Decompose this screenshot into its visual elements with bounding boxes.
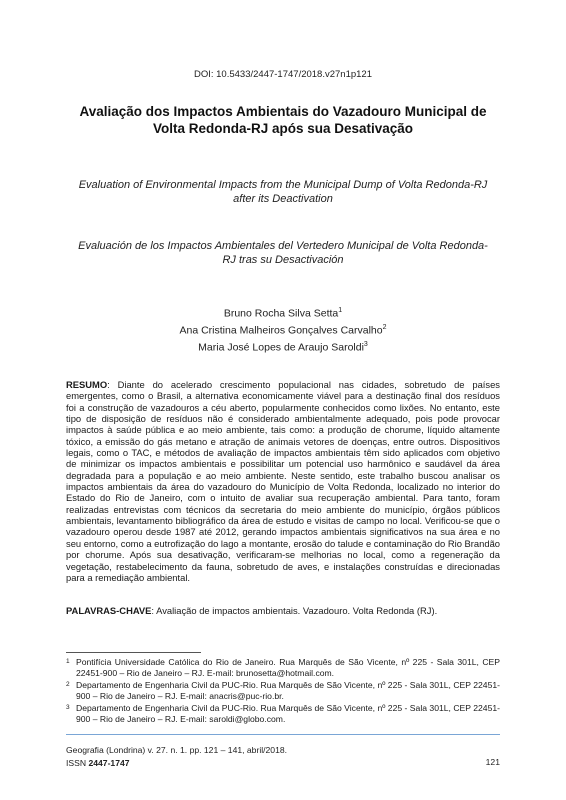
journal-info: [66, 744, 287, 770]
author-ref: 3: [363, 341, 368, 348]
abstract: [66, 379, 500, 583]
footnote-number: 2: [66, 681, 70, 688]
author: [0, 338, 566, 355]
footer-divider: [66, 734, 500, 735]
footnote-text: Departamento de Engenharia Civil da PUC-Rio. Rua Marquês de São Vicente, nº 225 - Sala 301L, CEP 22451-900 – Rio de Janeiro – RJ. E-mail: saroldi@globo.com.: [76, 703, 500, 724]
page-number: 121: [485, 757, 500, 767]
title-en-line-1: Evaluation of Environmental Impacts from the Municipal Dump of Volta Redonda-RJ: [78, 179, 488, 191]
footnote: [66, 703, 500, 725]
title-es-line-1: Evaluación de los Impactos Ambientales del Vertedero Municipal de Volta Redonda-: [78, 240, 488, 252]
article-title-en: [60, 178, 506, 206]
author-name: Bruno Rocha Silva Setta: [223, 307, 339, 320]
footnote-number: 3: [66, 704, 70, 711]
author-name: Ana Cristina Malheiros Gonçalves Carvalho: [179, 324, 383, 337]
issn-label: ISSN: [66, 758, 89, 768]
journal-citation: Geografia (Londrina) v. 27. n. 1. pp. 121 – 141, abril/2018.: [66, 745, 288, 755]
author: [0, 321, 566, 338]
footnote-number: 1: [66, 658, 70, 665]
author-list: [0, 304, 566, 355]
issn: [66, 757, 287, 770]
article-title-pt: [60, 103, 506, 137]
author: [0, 304, 566, 321]
abstract-text: : Diante do acelerado crescimento populacional nas cidades, sobretudo de países emergentes, como o Brasil, a alternativa economicamente viável para a destinação final dos resíduos foi a construção de vazadouros a céu aberto, popularmente conhecidos como lixões. No entanto, este tipo de disposição de resíduos não é considerado ambientalmente adequado, pois pode provocar impactos à saúde pública e ao meio ambiente, tais como: a produção de chorume, líquido altamente tóxico, a emissão do gás metano e atração de animais vetores de doenças, entre outros. Dispositivos legais, como o TAC, e métodos de avaliação de impactos ambientais têm sido aplicados com objetivo de minimizar os impactos ambientais e possibilitar um potencial uso harmônico e saudável da área degradada para a população e ao meio ambiente. Neste sentido, este trabalho buscou analisar os impactos ambientais da área do vazadouro do Município de Volta Redonda, localizado no interior do Estado do Rio de Janeiro, com o intuito de avaliar sua recuperação ambiental. Para tanto, foram realizadas entrevistas com técnicos da secretaria do meio ambiente do município, órgãos públicos ambientais, levantamento bibliográfico da área de estudo e visitas de campo no local. Verificou-se que o vazadouro operou desde 1987 até 2012, gerando impactos ambientais significativos na sua área e no seu entorno, como a eutrofização do lago a montante, erosão do talude e contaminação do Rio Brandão por chorume. Após sua desativação, verificaram-se melhorias no local, como a regeneração da vegetação, restabelecimento da fauna, sobretudo de aves, e instalações construídas e direcionadas para a remediação ambiental.: [66, 379, 500, 583]
article-title-es: [60, 239, 506, 267]
footnote-text: Pontifícia Universidade Católica do Rio de Janeiro. Rua Marquês de São Vicente, nº 225 - Sala 301L, CEP 22451-900 – Rio de Janeiro – RJ. E-mail: brunosetta@hotmail.com.: [76, 657, 500, 678]
author-ref: 1: [338, 307, 343, 314]
footnotes: [66, 657, 500, 726]
doi-line: DOI: 10.5433/2447-1747/2018.v27n1p121: [193, 69, 372, 80]
title-es-line-2: RJ tras su Desactivación: [222, 254, 344, 266]
footnote-divider: [66, 652, 201, 653]
title-pt-line-1: Avaliação dos Impactos Ambientais do Vazadouro Municipal de: [79, 104, 487, 119]
footnote: [66, 680, 500, 702]
footnote-text: Departamento de Engenharia Civil da PUC-Rio. Rua Marquês de São Vicente, nº 225 - Sala 301L, CEP 22451-900 – Rio de Janeiro – RJ. E-mail: anacris@puc-rio.br.: [76, 680, 500, 701]
title-pt-line-2: Volta Redonda-RJ após sua Desativação: [152, 121, 414, 136]
author-name: Maria José Lopes de Araujo Saroldi: [198, 341, 364, 354]
title-en-line-2: after its Deactivation: [233, 193, 333, 205]
keywords-label: PALAVRAS-CHAVE: [66, 605, 152, 616]
keywords-text: : Avaliação de impactos ambientais. Vazadouro. Volta Redonda (RJ).: [151, 605, 438, 616]
footnote: [66, 657, 500, 679]
author-ref: 2: [382, 324, 387, 331]
issn-number: 2447-1747: [88, 758, 130, 768]
keywords: [66, 605, 500, 617]
abstract-label: RESUMO: [66, 379, 108, 390]
